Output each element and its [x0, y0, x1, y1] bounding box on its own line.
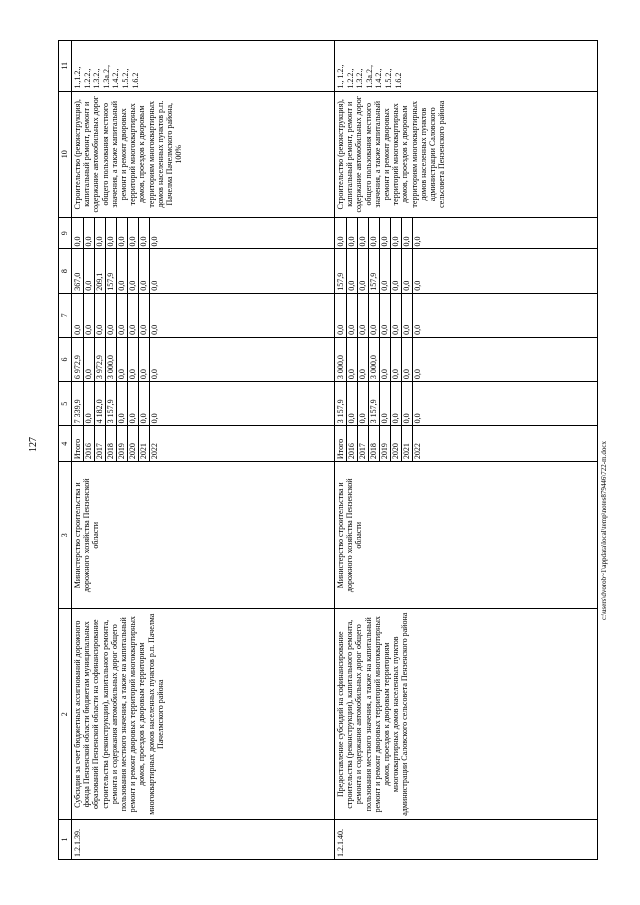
indicator-code: 1.,1.2., — [73, 66, 82, 89]
funding-value: 0,0 — [358, 250, 369, 293]
funding-value: 3 972,9 — [95, 338, 106, 381]
funding-value: 0,0 — [84, 338, 95, 381]
funding-value: 0,0 — [128, 338, 139, 381]
funding-value: 0,0 — [139, 218, 150, 249]
year-label: Итого — [336, 426, 347, 461]
funding-value: 0,0 — [391, 250, 402, 293]
year-list — [335, 426, 598, 462]
funding-value: 3 157,9 — [106, 382, 117, 425]
funding-value: 0,0 — [95, 218, 106, 249]
funding-value: 0,0 — [347, 250, 358, 293]
executor: Министерство строительства и дорожного хозяйства Пензенской области — [72, 462, 335, 609]
program-table-sheet — [58, 40, 598, 860]
funding-value: 0,0 — [150, 369, 159, 380]
funding-value: 0,0 — [391, 382, 402, 425]
funding-value: 0,0 — [358, 382, 369, 425]
measure-name: Субсидия за счет бюджетных ассигнований дорожного фонда Пензенской области бюджетам муниципальных образований Пензенской области на софинансирование строительства (реконструкции), капитального ремонта, ремонта и содержания автомобильных дорог общего пользования местного значения, а также на капитальный ремонт и ремонт дворовых территорий многоквартирных домов, проездов к дворовым территориям многоквартирных домов населенных пунктов р.п. Пачелма Пачелмского района — [72, 609, 335, 820]
year-label: 2021 — [402, 426, 413, 461]
funding-value: 0,0 — [84, 250, 95, 293]
funding-value: 0,0 — [402, 218, 413, 249]
column-number: 7 — [59, 293, 72, 337]
funding-value: 0,0 — [117, 218, 128, 249]
funding-value: 0,0 — [150, 236, 159, 247]
column-number: 5 — [59, 382, 72, 426]
funding-col9 — [72, 217, 335, 249]
year-label: 2016 — [84, 426, 95, 461]
column-number: 4 — [59, 426, 72, 462]
indicator-code: 1.2.2., — [82, 68, 92, 89]
funding-value: 0,0 — [106, 294, 117, 337]
column-number: 2 — [59, 609, 72, 820]
expected-result: Строительство (реконструкция), капитальный ремонт, ремонт и содержание автомобильных дорог общего пользования местного значения, а также капитальный ремонт и ремонт дворовых территорий многоквартирных домов, проездов к дворовым территориям многоквартирных домов населенных пунктов администрации Саловского сельсовета Пензенского района — [335, 91, 598, 217]
funding-value: 0,0 — [380, 250, 391, 293]
funding-value: 0,0 — [128, 294, 139, 337]
indicator-codes — [335, 41, 598, 92]
indicator-code: 1.2.2., — [345, 68, 355, 89]
funding-value: 157,9 — [336, 250, 347, 293]
column-number-row — [59, 41, 72, 860]
funding-value: 0,0 — [139, 338, 150, 381]
table-row — [335, 41, 598, 860]
funding-value: 0,0 — [369, 218, 380, 249]
program-table — [58, 40, 598, 860]
year-label: 2019 — [117, 426, 128, 461]
funding-value: 0,0 — [413, 324, 422, 335]
indicator-codes — [72, 41, 335, 92]
funding-value: 0,0 — [402, 250, 413, 293]
indicator-code: 1.5.2., — [383, 68, 393, 89]
table-row — [72, 41, 335, 860]
funding-value: 0,0 — [380, 218, 391, 249]
funding-value: 6 972,9 — [73, 338, 84, 381]
funding-value: 0,0 — [347, 382, 358, 425]
funding-value: 4 182,0 — [95, 382, 106, 425]
funding-value: 0,0 — [73, 294, 84, 337]
indicator-code: 1.4.2., — [374, 68, 384, 89]
funding-value: 0,0 — [139, 250, 150, 293]
funding-value: 0,0 — [402, 294, 413, 337]
funding-value: 0,0 — [128, 382, 139, 425]
funding-value: 7 339,9 — [73, 382, 84, 425]
indicator-code: 1.6.2 — [130, 72, 140, 89]
funding-total — [335, 382, 598, 426]
funding-value: 0,0 — [402, 382, 413, 425]
year-label: 2022 — [150, 443, 159, 460]
funding-value: 0,0 — [413, 280, 422, 291]
funding-value: 0,0 — [347, 294, 358, 337]
funding-value: 3 000,0 — [369, 338, 380, 381]
year-list — [72, 426, 335, 462]
column-number: 10 — [59, 91, 72, 217]
column-number: 6 — [59, 337, 72, 381]
year-label: Итого — [73, 426, 84, 461]
funding-value: 0,0 — [150, 413, 159, 424]
funding-value: 0,0 — [336, 218, 347, 249]
funding-value: 0,0 — [347, 338, 358, 381]
column-number: 9 — [59, 217, 72, 249]
year-label: 2020 — [391, 426, 402, 461]
funding-value: 0,0 — [413, 369, 422, 380]
year-label: 2021 — [139, 426, 150, 461]
year-label: 2017 — [95, 426, 106, 461]
indicator-code: 1.5.2., — [120, 68, 130, 89]
funding-value: 3 157,9 — [369, 382, 380, 425]
funding-value: 0,0 — [139, 294, 150, 337]
page-number: 127 — [28, 437, 39, 452]
funding-total — [72, 382, 335, 426]
funding-value: 0,0 — [369, 294, 380, 337]
funding-value: 0,0 — [391, 218, 402, 249]
funding-value: 0,0 — [402, 338, 413, 381]
row-code: 1.2.1.39. — [72, 820, 335, 860]
row-code: 1.2.1.40. — [335, 820, 598, 860]
funding-value: 209,1 — [95, 250, 106, 293]
funding-value: 0,0 — [413, 236, 422, 247]
footer-file-path: c:\users\dvorob~1\appdata\local\temp\notes879446\722-m.docx — [600, 441, 608, 620]
measure-name: Предоставление субсидий на софинансирование строительства (реконструкции), капитального ремонта, ремонта и содержания автомобильных дорог общего пользования местного значения, а также на капитальный ремонт и ремонт дворовых территорий многоквартирных домов, проездов к дворовым территориям многоквартирных домов населенных пунктов администрации Саловского сельсовета Пензенского района — [335, 609, 598, 820]
funding-value: 0,0 — [150, 280, 159, 291]
funding-value: 0,0 — [391, 338, 402, 381]
indicator-code: 1., 1.2., — [336, 64, 345, 89]
funding-value: 0,0 — [139, 382, 150, 425]
indicator-code: 1.3а.2., — [364, 65, 374, 89]
funding-col8 — [72, 249, 335, 293]
funding-value: 157,9 — [106, 250, 117, 293]
indicator-code: 1.3а.2., — [101, 65, 111, 89]
funding-col8 — [335, 249, 598, 293]
table-body — [72, 41, 598, 860]
funding-col6 — [72, 337, 335, 381]
year-label: 2020 — [128, 426, 139, 461]
expected-result: Строительство (реконструкция), капитальный ремонт, ремонт и содержание автомобильных дорог общего пользования местного значения, а также капитальный ремонт и ремонт дворовых территорий многоквартирных домов, проездов к дворовым территориям многоквартирных домов населенных пунктов р.п. Пачелма Пачелмского района, 100% — [72, 91, 335, 217]
funding-value: 3 000,0 — [106, 338, 117, 381]
funding-value: 0,0 — [117, 250, 128, 293]
funding-value: 0,0 — [336, 294, 347, 337]
indicator-code: 1.3.2., — [92, 68, 102, 89]
funding-col7 — [335, 293, 598, 337]
funding-value: 0,0 — [380, 294, 391, 337]
funding-value: 0,0 — [358, 338, 369, 381]
funding-value: 0,0 — [106, 218, 117, 249]
funding-value: 3 000,0 — [336, 338, 347, 381]
indicator-code: 1.3.2., — [355, 68, 365, 89]
funding-value: 0,0 — [380, 382, 391, 425]
year-label: 2016 — [347, 426, 358, 461]
funding-value: 0,0 — [84, 382, 95, 425]
funding-value: 0,0 — [413, 413, 422, 424]
indicator-code: 1.6.2 — [393, 72, 403, 89]
funding-value: 0,0 — [380, 338, 391, 381]
column-number: 1 — [59, 820, 72, 860]
funding-col6 — [335, 337, 598, 381]
year-label: 2018 — [106, 426, 117, 461]
funding-value: 0,0 — [117, 294, 128, 337]
funding-value: 367,0 — [73, 250, 84, 293]
indicator-code: 1.4.2., — [111, 68, 121, 89]
funding-value: 157,9 — [369, 250, 380, 293]
funding-value: 0,0 — [150, 324, 159, 335]
year-label: 2018 — [369, 426, 380, 461]
funding-value: 3 157,9 — [336, 382, 347, 425]
funding-value: 0,0 — [84, 294, 95, 337]
funding-value: 0,0 — [391, 294, 402, 337]
funding-value: 0,0 — [358, 218, 369, 249]
year-label: 2022 — [413, 443, 422, 460]
funding-value: 0,0 — [117, 338, 128, 381]
year-label: 2017 — [358, 426, 369, 461]
funding-col9 — [335, 217, 598, 249]
funding-value: 0,0 — [358, 294, 369, 337]
column-number: 8 — [59, 249, 72, 293]
funding-value: 0,0 — [73, 218, 84, 249]
funding-value: 0,0 — [117, 382, 128, 425]
funding-value: 0,0 — [128, 250, 139, 293]
funding-value: 0,0 — [347, 218, 358, 249]
executor: Министерство строительства и дорожного хозяйства Пензенской области — [335, 462, 598, 609]
year-label: 2019 — [380, 426, 391, 461]
funding-value: 0,0 — [84, 218, 95, 249]
funding-value: 0,0 — [95, 294, 106, 337]
column-number: 3 — [59, 462, 72, 609]
funding-value: 0,0 — [128, 218, 139, 249]
funding-col7 — [72, 293, 335, 337]
column-number: 11 — [59, 41, 72, 92]
